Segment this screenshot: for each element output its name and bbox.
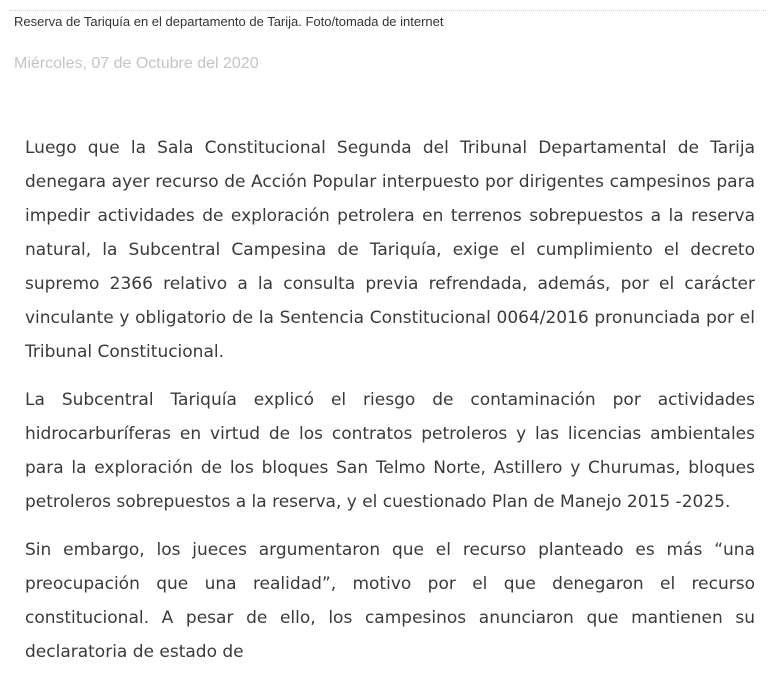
article-paragraph: Sin embargo, los jueces argumentaron que el recurso planteado es más “una preocupación que una realidad”, motivo por el que denegaron el recurso constitucional. A pesar de ello, los campesinos anunciaron que mantienen su declaratoria de estado de [25,540,755,662]
top-divider [10,10,766,11]
article-paragraph: Luego que la Sala Constitucional Segunda del Tribunal Departamental de Tarija denegara ayer recurso de Acción Popular interpuesto por dirigentes campesinos para impedir actividades de exploración petrolera en terrenos sobrepuestos a la reserva natural, la Subcentral Campesina de Tariquía, exige el cumplimiento el decreto supremo 2366 relativo a la consulta previa refrendada, además, por el carácter vinculante y obligatorio de la Sentencia Constitucional 0064/2016 pronunciada por el Tribunal Constitucional. [25,138,755,362]
publication-date: Miércoles, 07 de Octubre del 2020 [14,55,259,72]
article-paragraph: La Subcentral Tariquía explicó el riesgo de contaminación por actividades hidrocarburíferas en virtud de los contratos petroleros y las licencias ambientales para la exploración de los bloques San Telmo Norte, Astillero y Churumas, bloques petroleros sobrepuestos a la reserva, y el cuestionado Plan de Manejo 2015 -2025. [25,390,755,512]
image-caption: Reserva de Tariquía en el departamento de Tarija. Foto/tomada de internet [14,14,444,29]
article-body [25,131,755,683]
